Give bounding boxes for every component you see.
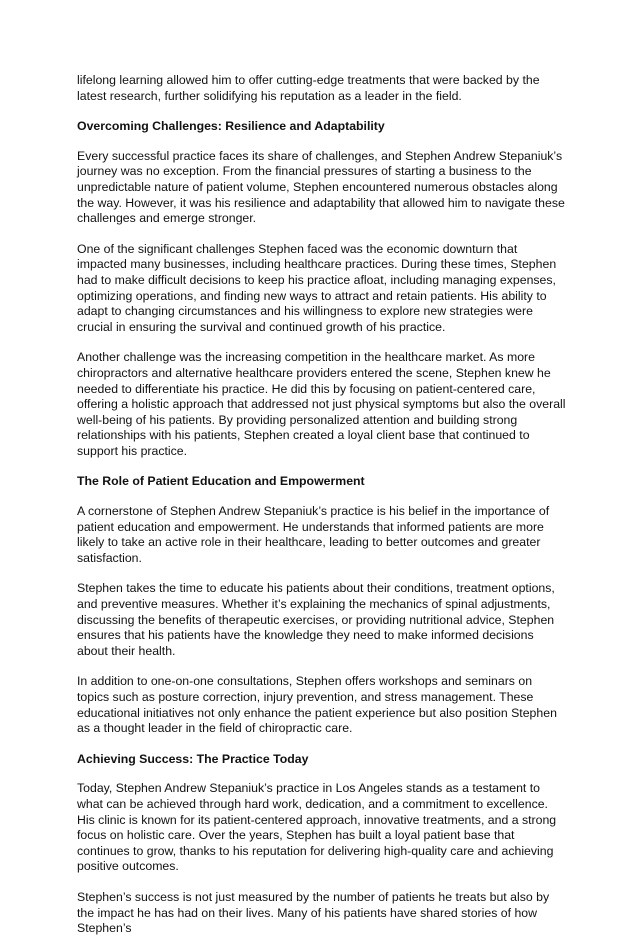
paragraph: Another challenge was the increasing competition in the healthcare market. As more chiropractors and alternative healthcare providers entered the scene, Stephen knew he needed to differentiate his practice. He did this by focusing on patient-centered care, offering a holistic approach that addressed not just physical symptoms but also the overall well-being of his patients. By providing personalized attention and building strong relationships with his patients, Stephen created a loyal client base that continued to support his practice. [77, 350, 566, 458]
document-page [77, 73, 567, 952]
section-heading: Overcoming Challenges: Resilience and Adaptability [77, 119, 385, 134]
paragraph: Stephen takes the time to educate his patients about their conditions, treatment options, and preventive measures. Whether it’s explaining the mechanics of spinal adjustments, discussing the benefits of therapeutic exercises, or providing nutritional advice, Stephen ensures that his patients have the knowledge they need to make informed decisions about their health. [77, 581, 555, 658]
paragraph: A cornerstone of Stephen Andrew Stepaniuk’s practice is his belief in the importance of patient education and empowerment. He understands that informed patients are more likely to take an active role in their healthcare, leading to better outcomes and greater satisfaction. [77, 504, 550, 565]
paragraph: In addition to one-on-one consultations, Stephen offers workshops and seminars on topics such as posture correction, injury prevention, and stress management. These educational initiatives not only enhance the patient experience but also position Stephen as a thought leader in the field of chiropractic care. [77, 674, 557, 736]
paragraph: lifelong learning allowed him to offer cutting-edge treatments that were backed by the latest research, further solidifying his reputation as a leader in the field. [77, 73, 540, 103]
paragraph: Every successful practice faces its share of challenges, and Stephen Andrew Stepaniuk’s journey was no exception. From the financial pressures of starting a business to the unpredictable nature of patient volume, Stephen encountered numerous obstacles along the way. However, it was his resilience and adaptability that allowed him to navigate these challenges and emerge stronger. [77, 148, 565, 226]
section-heading: The Role of Patient Education and Empowerment [77, 474, 365, 489]
paragraph: One of the significant challenges Stephen faced was the economic downturn that impacted many businesses, including healthcare practices. During these times, Stephen had to make difficult decisions to keep his practice afloat, including managing expenses, optimizing operations, and finding new ways to attract and retain patients. His ability to adapt to changing circumstances and his willingness to explore new strategies were crucial in ensuring the survival and continued growth of his practice. [77, 241, 557, 334]
section-heading: Achieving Success: The Practice Today [77, 751, 309, 766]
paragraph: Today, Stephen Andrew Stepaniuk’s practice in Los Angeles stands as a testament to what can be achieved through hard work, dedication, and a commitment to excellence. His clinic is known for its patient-centered approach, innovative treatments, and a strong focus on holistic care. Over the years, Stephen has built a loyal patient base that continues to grow, thanks to his reputation for delivering high-quality care and achieving positive outcomes. [77, 781, 557, 874]
paragraph: Stephen’s success is not just measured by the number of patients he treats but also by the impact he has had on their lives. Many of his patients have shared stories of how Stephen’s [77, 889, 550, 936]
